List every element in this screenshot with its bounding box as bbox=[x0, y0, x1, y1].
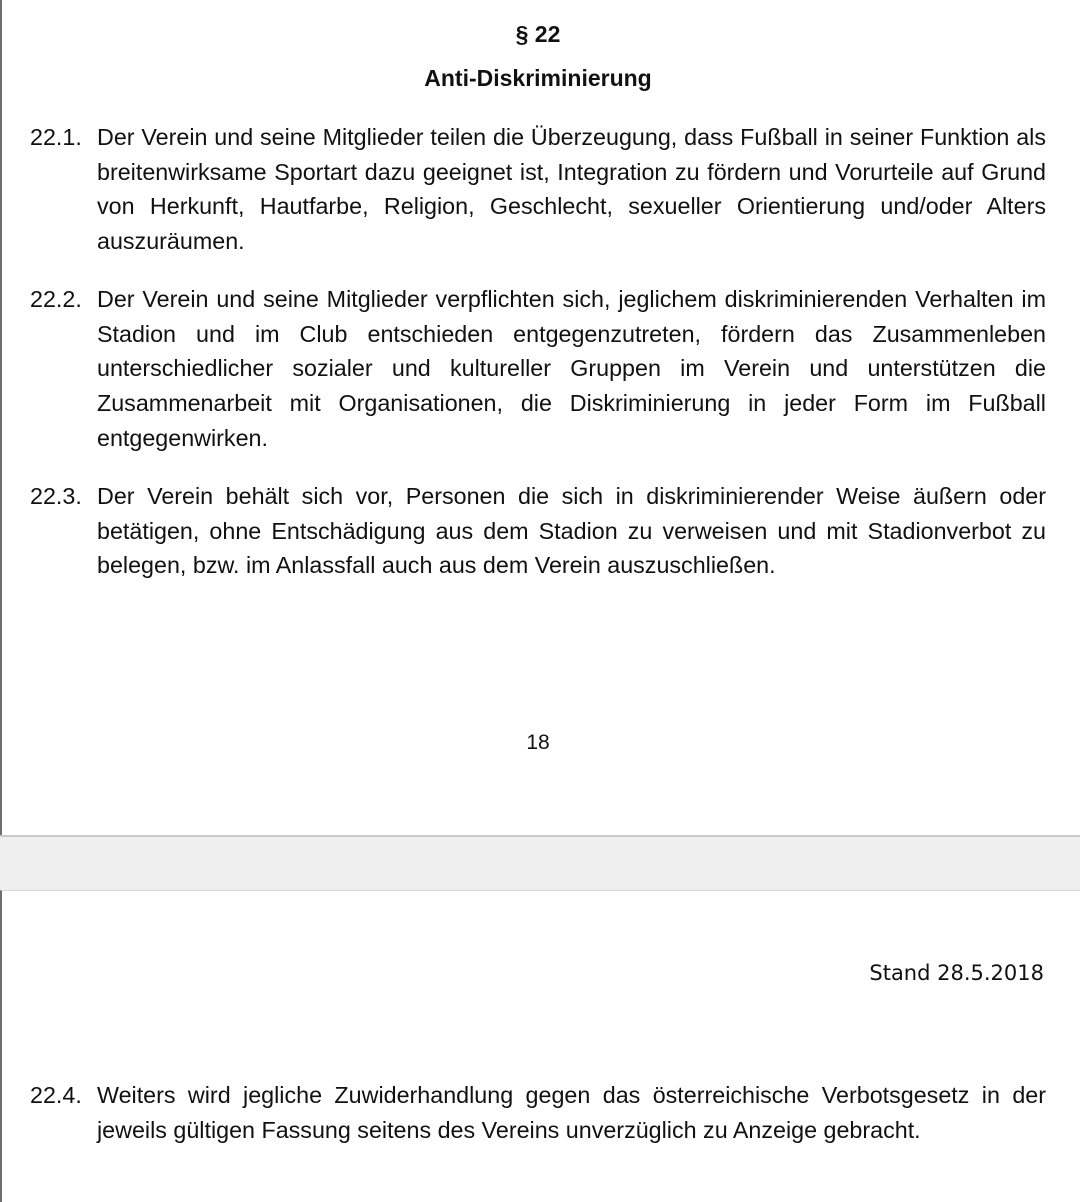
clause-number: 22.1. bbox=[30, 124, 82, 150]
clause-number: 22.4. bbox=[30, 1082, 82, 1108]
clause-number: 22.3. bbox=[30, 483, 82, 509]
stand-date-header: Stand 28.5.2018 bbox=[869, 961, 1044, 985]
section-title: Anti-Diskriminierung bbox=[424, 65, 652, 91]
document-page-19 bbox=[0, 890, 1080, 1202]
page-separator bbox=[0, 835, 1080, 890]
clause-text: Der Verein und seine Mitglieder verpflichten sich, jeglichem diskriminierenden Verhalten im Stadion und im Club entschieden entgegenzutreten, fördern das Zusammenleben unterschiedlicher sozialer und kultureller Gruppen im Verein und unterstützen die Zusammenarbeit mit Organisationen, die Diskriminierung in jeder Form im Fußball entgegenwirken. bbox=[97, 286, 1046, 451]
page-number: 18 bbox=[526, 731, 550, 754]
clause-22-2 bbox=[30, 282, 1046, 456]
clause-text: Der Verein und seine Mitglieder teilen die Überzeugung, dass Fußball in seiner Funktion als breitenwirksame Sportart dazu geeignet ist, Integration zu fördern und Vorurteile auf Grund von Herkunft, Hautfarbe, Religion, Geschlecht, sexueller Orientierung und/oder Alters auszuräumen. bbox=[97, 124, 1046, 255]
clause-22-4 bbox=[30, 1078, 1046, 1147]
clause-text: Der Verein behält sich vor, Personen die sich in diskriminierender Weise äußern oder betätigen, ohne Entschädigung aus dem Stadion zu verweisen und mit Stadionverbot zu belegen, bzw. im Anlassfall auch aus dem Verein auszuschließen. bbox=[97, 483, 1046, 579]
section-number: § 22 bbox=[515, 21, 561, 47]
clause-22-3 bbox=[30, 479, 1046, 583]
clause-22-1 bbox=[30, 120, 1046, 259]
clause-number: 22.2. bbox=[30, 286, 82, 312]
clause-text: Weiters wird jegliche Zuwiderhandlung gegen das österreichische Verbotsgesetz in der jeweils gültigen Fassung seitens des Vereins unverzüglich zu Anzeige gebracht. bbox=[97, 1082, 1046, 1143]
